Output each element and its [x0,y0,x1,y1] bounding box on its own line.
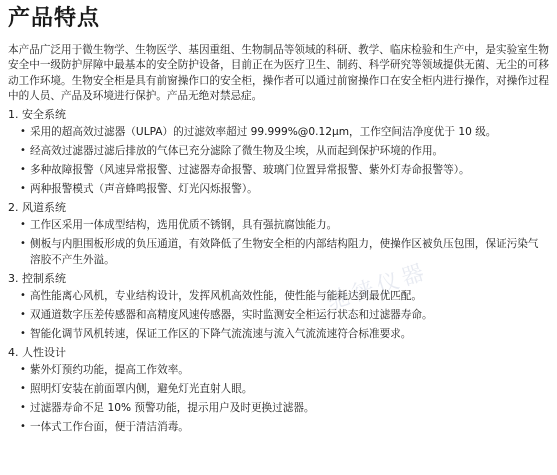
bullet-icon: • [20,421,26,433]
section-safety [8,106,549,197]
bullet-icon: • [20,164,26,176]
list-item: • 一体式工作台面，便于清洁消毒。 [20,421,189,434]
bullet-icon: • [20,290,26,302]
list-item: • 高性能离心风机，专业结构设计，发挥风机高效性能，使性能与能耗达到最优匹配。 [20,290,422,303]
list-item: • 侧板与内胆围板形成的负压通道，有效降低了生物安全柜的内部结构阻力，使操作区被负压包围，保证污染气溶胶不产生外溢。 [20,238,539,267]
list-item: • 双通道数字压差传感器和高精度风速传感器，实时监测安全柜运行状态和过滤器寿命。 [20,309,433,322]
list-item: • 照明灯安装在前面罩内侧，避免灯光直射人眼。 [20,383,253,396]
watermark: 驰徕仪器 [324,259,431,316]
section-title: 4. 人性设计 [8,346,66,360]
list-item: • 经高效过滤器过滤后排放的气体已充分滤除了微生物及尘埃，从而起到保护环境的作用。 [20,145,444,158]
list-item: • 过滤器寿命不足 10% 预警功能，提示用户及时更换过滤器。 [20,402,315,415]
section-title: 2. 风道系统 [8,201,66,215]
intro-paragraph: 本产品广泛用于微生物学、生物医学、基因重组、生物制品等领域的科研、教学、临床检验和生产中，是实验室生物安全中一级防护屏障中最基本的安全防护设备，目前正在为医疗卫生、制药、科学研究等领域提供无菌、无尘的可移动工作环境。生物安全柜是具有前窗操作口的安全柜，操作者可以通过前窗操作口在安全柜内进行操作，对操作过程中的人员、产品及环境进行保护。产品无绝对禁忌症。 [8,44,549,102]
bullet-icon: • [20,183,26,195]
list-item: • 采用的超高效过滤器（ULPA）的过滤效率超过 99.999%@0.12μm，工作空间洁净度优于 10 级。 [20,126,497,139]
bullet-icon: • [20,145,26,157]
section-airflow [8,199,549,268]
list-item: • 多种故障报警（风速异常报警、过滤器寿命报警、玻璃门位置异常报警、紫外灯寿命报警等）。 [20,164,470,177]
bullet-icon: • [20,238,26,250]
section-title: 1. 安全系统 [8,108,66,122]
section-ergonomics [8,344,549,435]
bullet-icon: • [20,219,26,231]
bullet-icon: • [20,309,26,321]
list-item: • 两种报警模式（声音蜂鸣报警、灯光闪烁报警）。 [20,183,258,196]
section-title: 3. 控制系统 [8,272,66,286]
page-title: 产品特点 [8,6,101,31]
list-item: • 智能化调节风机转速，保证工作区的下降气流流速与流入气流流速符合标准要求。 [20,328,412,341]
bullet-icon: • [20,402,26,414]
bullet-icon: • [20,383,26,395]
section-control [8,270,549,342]
bullet-icon: • [20,126,26,138]
bullet-icon: • [20,364,26,376]
list-item: • 紫外灯预约功能，提高工作效率。 [20,364,189,377]
list-item: • 工作区采用一体成型结构，选用优质不锈钢，具有强抗腐蚀能力。 [20,219,338,232]
bullet-icon: • [20,328,26,340]
